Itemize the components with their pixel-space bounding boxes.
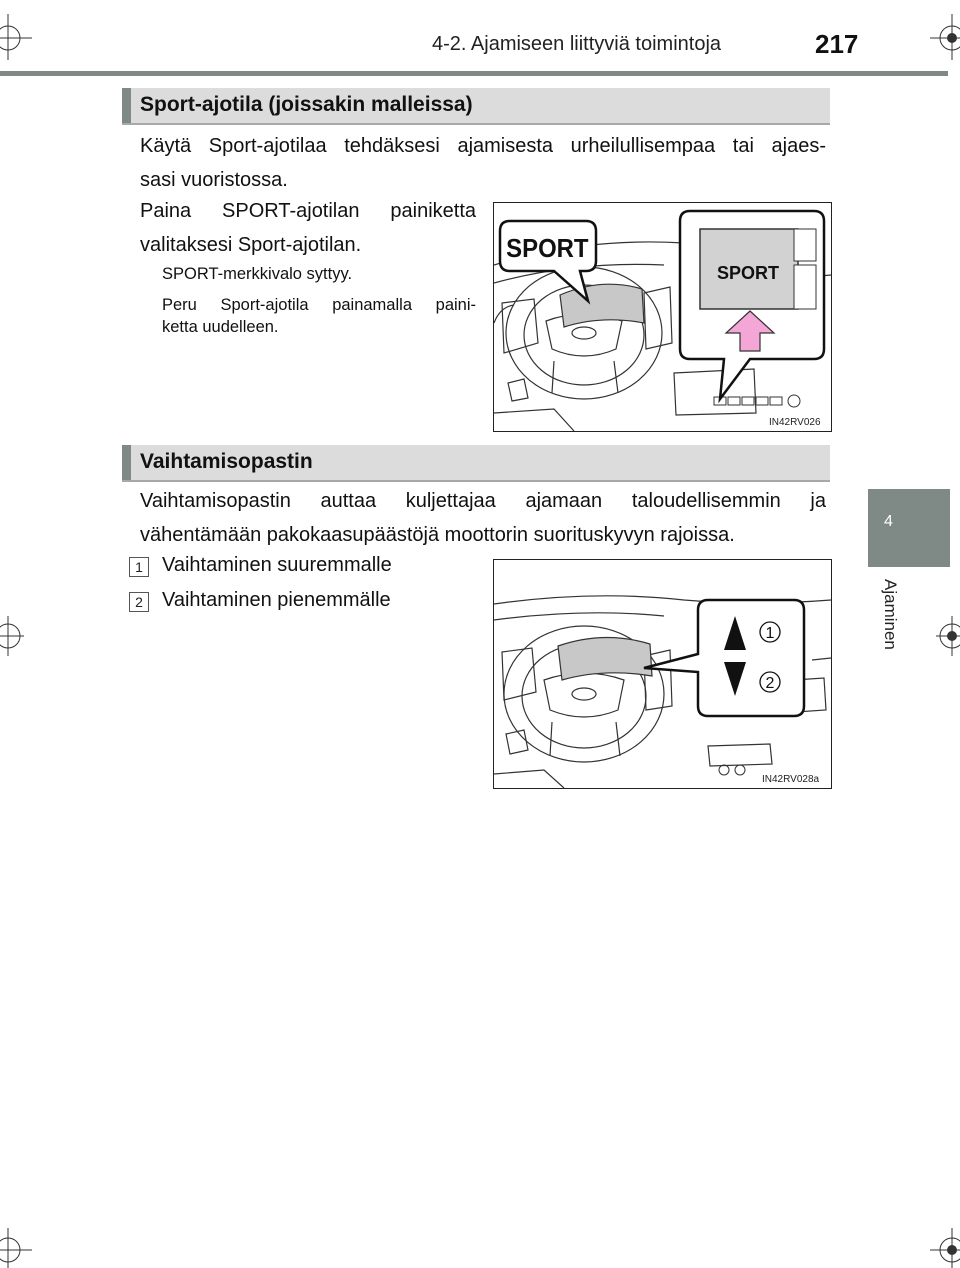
sport-note-1: SPORT-merkkivalo syttyy.	[162, 265, 353, 283]
chapter-number: 4	[884, 513, 893, 530]
instrument-cluster-display	[560, 284, 644, 327]
sport-note-2-line-2: ketta uudelleen.	[162, 318, 279, 336]
page-number: 217	[815, 29, 859, 59]
sport-intro-line-2: sasi vuoristossa.	[140, 169, 288, 191]
section-accent	[122, 88, 131, 123]
list-badge-1: 1	[129, 557, 149, 577]
list-item-upshift: Vaihtaminen suuremmalle	[162, 554, 392, 576]
shift-intro-line-1: Vaihtamisopastin auttaa kuljettajaa ajamaan taloudellisemmin ja	[140, 490, 826, 512]
section-heading-shift	[122, 445, 830, 482]
chapter-title-vertical	[878, 575, 902, 665]
sport-intro-paragraph	[140, 129, 826, 197]
list-badge-2: 2	[129, 592, 149, 612]
sport-instruction-line-2: valitaksesi Sport-ajotilan.	[140, 234, 362, 256]
shift-intro-line-2: vähentämään pakokaasupäästöjä moottorin suorituskyvyn rajoissa.	[140, 524, 735, 546]
figure-code-1: IN42RV026	[769, 417, 821, 428]
sport-instruction-line-1: Paina SPORT-ajotilan painiketta	[140, 200, 476, 222]
figure-code-2: IN42RV028a	[762, 774, 820, 785]
section-title-sport: Sport-ajotila (joissakin malleissa)	[140, 93, 473, 116]
sport-note-2-line-1: Peru Sport-ajotila painamalla paini-	[162, 296, 476, 314]
dashboard-illustration-shift	[494, 560, 831, 788]
instrument-cluster-display-2	[558, 637, 652, 680]
section-accent	[122, 445, 131, 480]
chapter-tab	[868, 489, 950, 567]
dashboard-illustration-sport	[494, 203, 831, 431]
list-item-downshift: Vaihtaminen pienemmälle	[162, 589, 391, 611]
header-rule	[0, 71, 948, 76]
chapter-title: Ajaminen	[881, 579, 900, 650]
running-header: 4-2. Ajamiseen liittyviä toimintoja	[432, 33, 722, 55]
downshift-label: 2	[765, 675, 775, 692]
shift-intro-paragraph	[140, 484, 826, 552]
sport-indicator-label: SPORT	[506, 234, 589, 264]
sport-button-label: SPORT	[716, 263, 780, 283]
figure-shift-indicator	[493, 559, 832, 789]
upshift-label: 1	[765, 625, 775, 642]
sport-instruction-paragraph	[140, 194, 476, 262]
figure-sport-button	[493, 202, 832, 432]
shift-indicator-callout	[644, 600, 804, 716]
sport-note-2	[162, 294, 476, 338]
section-title-shift: Vaihtamisopastin	[140, 450, 313, 473]
sport-intro-line-1: Käytä Sport-ajotilaa tehdäksesi ajamisesta urheilullisempaa tai ajaes-	[140, 135, 826, 157]
section-heading-sport	[122, 88, 830, 125]
